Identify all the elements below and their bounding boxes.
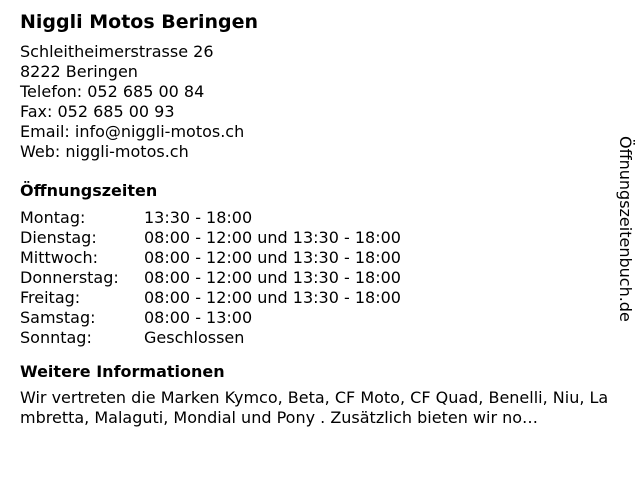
- day-label: Donnerstag:: [20, 268, 119, 287]
- hours-value: Geschlossen: [144, 328, 245, 347]
- hours-value: 08:00 - 12:00 und 13:30 - 18:00: [144, 268, 401, 287]
- business-name: Niggli Motos Beringen: [20, 11, 259, 33]
- day-label: Sonntag:: [20, 328, 92, 347]
- site-brand-label: Öffnungszeitenbuch.de: [616, 136, 635, 322]
- opening-hours-table: [20, 208, 620, 348]
- hours-row: [20, 268, 620, 288]
- opening-hours-heading: Öffnungszeiten: [20, 181, 158, 200]
- hours-row: [20, 288, 620, 308]
- phone-number: Telefon: 052 685 00 84: [20, 82, 205, 101]
- day-label: Montag:: [20, 208, 86, 227]
- hours-value: 08:00 - 12:00 und 13:30 - 18:00: [144, 248, 401, 267]
- address-block: [20, 42, 620, 162]
- street-address: Schleitheimerstrasse 26: [20, 42, 214, 61]
- email-address: Email: info@niggli-motos.ch: [20, 122, 245, 141]
- hours-value: 08:00 - 12:00 und 13:30 - 18:00: [144, 288, 401, 307]
- day-label: Freitag:: [20, 288, 81, 307]
- business-card: [20, 8, 620, 428]
- hours-row: [20, 328, 620, 348]
- postal-city: 8222 Beringen: [20, 62, 138, 81]
- further-info-heading: Weitere Informationen: [20, 362, 225, 381]
- further-info-text: Wir vertreten die Marken Kymco, Beta, CF Moto, CF Quad, Benelli, Niu, Lambretta, Malaguti, Mondial und Pony . Zusätzlich bieten wir no…: [20, 388, 609, 427]
- hours-row: [20, 228, 620, 248]
- hours-value: 13:30 - 18:00: [144, 208, 253, 227]
- hours-value: 08:00 - 13:00: [144, 308, 253, 327]
- day-label: Mittwoch:: [20, 248, 98, 267]
- hours-row: [20, 308, 620, 328]
- day-label: Dienstag:: [20, 228, 97, 247]
- fax-number: Fax: 052 685 00 93: [20, 102, 175, 121]
- website: Web: niggli-motos.ch: [20, 142, 189, 161]
- hours-value: 08:00 - 12:00 und 13:30 - 18:00: [144, 228, 401, 247]
- day-label: Samstag:: [20, 308, 96, 327]
- hours-row: [20, 248, 620, 268]
- hours-row: [20, 208, 620, 228]
